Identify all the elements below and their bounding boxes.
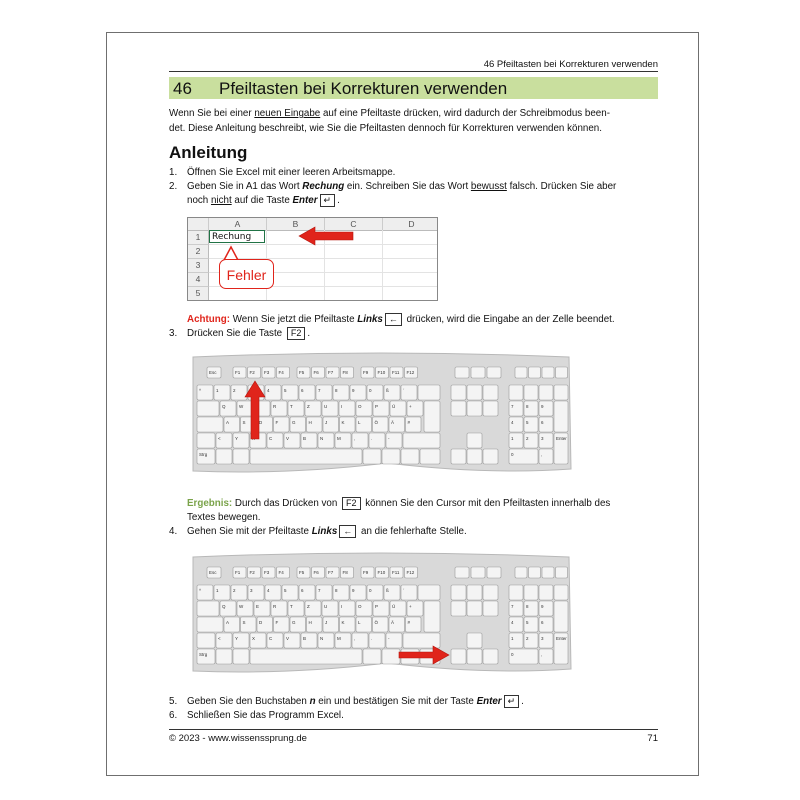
key-label: A: [226, 620, 230, 625]
step-4: [169, 525, 467, 539]
key-label: H: [308, 620, 312, 625]
key-space: [250, 649, 362, 664]
key-arrow-down: [467, 649, 482, 664]
step-number: 4.: [169, 526, 178, 538]
key-label: 1: [511, 436, 514, 441]
key-label: L: [358, 420, 361, 425]
key-sys: [455, 567, 469, 578]
key-label: F3: [264, 570, 270, 575]
key-label: 1: [216, 588, 219, 593]
key-label: Strg: [199, 652, 208, 657]
key-media: [515, 567, 527, 578]
key-media: [556, 367, 568, 378]
key-label: O: [358, 404, 362, 409]
key-altgr: [363, 449, 381, 464]
key-label: ´: [403, 588, 405, 593]
key-label: E: [256, 604, 260, 609]
key-label: F8: [342, 370, 348, 375]
key-label: Esc: [209, 570, 217, 575]
key-label: 4: [511, 420, 514, 425]
key-shift-right: [403, 433, 440, 448]
step-number: 1.: [169, 167, 178, 178]
key-label: -: [388, 436, 390, 441]
step-number: 6.: [169, 710, 178, 721]
letter-n: n: [309, 696, 316, 708]
pointer-arrow-icon: [297, 225, 357, 247]
key-label: S: [242, 420, 246, 425]
row-header-5: 5: [188, 287, 209, 301]
col-header-a: A: [209, 218, 267, 231]
key-label: V: [286, 436, 290, 441]
key-numpad-plus: [554, 601, 568, 632]
key-nav: [451, 601, 466, 616]
word-enter: Enter: [292, 195, 318, 207]
key-label: F9: [363, 570, 369, 575]
key-label: 8: [526, 404, 529, 409]
key-nav: [451, 385, 466, 400]
key-label: Ü: [392, 604, 396, 609]
key-label: Z: [307, 604, 310, 609]
key-label: D: [259, 420, 263, 425]
key-sys: [487, 367, 501, 378]
step-text: Geben Sie den Buchstaben: [187, 696, 310, 708]
key-label: W: [239, 404, 244, 409]
key-label: -: [388, 636, 390, 641]
row-header-3: 3: [188, 259, 209, 273]
key-arrow-right: [483, 449, 498, 464]
step-text: Geben Sie in A1 das Wort: [187, 181, 303, 192]
key-space: [250, 449, 362, 464]
result-label: Ergebnis:: [187, 498, 233, 510]
row-header-1: 1: [188, 231, 209, 245]
key-win: [216, 649, 232, 664]
key-label: Enter: [556, 436, 567, 441]
key-label: F2: [249, 370, 255, 375]
key-arrow-down: [467, 449, 482, 464]
step-2-line2: noch nicht auf die Taste Enter ↵ .: [187, 195, 340, 207]
key-label: Ä: [391, 420, 395, 425]
key-shift-right: [403, 633, 440, 648]
key-numpad-plus: [554, 401, 568, 432]
key-win-right: [382, 449, 400, 464]
key-enter: [424, 401, 440, 432]
key-label: U: [324, 404, 328, 409]
key-label: J: [325, 420, 328, 425]
key-label: G: [292, 420, 296, 425]
key-label: F7: [328, 570, 334, 575]
key-label: R: [273, 604, 277, 609]
key-label: 9: [541, 404, 544, 409]
key-nav: [451, 401, 466, 416]
key-label: F1: [235, 370, 241, 375]
key-label: T: [290, 604, 293, 609]
key-backspace: [418, 385, 440, 400]
key-label: Enter: [556, 636, 567, 641]
corner-cell: [188, 218, 209, 231]
key-label: F3: [264, 370, 270, 375]
key-label: 3: [541, 636, 544, 641]
key-numpad: [524, 385, 538, 400]
key-numpad: [509, 585, 523, 600]
f2-key-icon: F2: [287, 327, 306, 340]
key-label: C: [269, 436, 273, 441]
word-links: Links: [311, 526, 338, 538]
key-nav: [467, 385, 482, 400]
key-label: 7: [511, 404, 514, 409]
key-sys: [487, 567, 501, 578]
intro-text-cont: auf eine Pfeiltaste drücken, wird dadurch der Schreibmodus been-: [320, 108, 610, 119]
error-callout: Fehler: [219, 259, 274, 289]
key-label: F4: [278, 570, 284, 575]
key-label: 0: [369, 588, 372, 593]
step-text-cont: an die fehlerhafte Stelle.: [358, 526, 467, 538]
step-text: ein und bestätigen Sie mit der Taste: [315, 696, 477, 708]
key-label: +: [409, 404, 412, 409]
key-label: 5: [526, 620, 529, 625]
key-label: F8: [342, 570, 348, 575]
cell-a1-value: Rechung: [212, 232, 252, 242]
key-win: [216, 449, 232, 464]
key-label: 2: [526, 636, 529, 641]
footer-rule: [169, 729, 658, 730]
key-label: N: [320, 436, 324, 441]
key-label: F4: [278, 370, 284, 375]
key-label: Z: [307, 404, 310, 409]
key-sys: [471, 367, 485, 378]
key-label: L: [358, 620, 361, 625]
key-label: 9: [352, 388, 355, 393]
row-header-4: 4: [188, 273, 209, 287]
key-label: N: [320, 636, 324, 641]
key-label: K: [341, 420, 345, 425]
result-line2: Textes bewegen.: [187, 512, 261, 523]
result-text: Durch das Drücken von: [232, 498, 341, 510]
word-links: Links: [357, 314, 383, 326]
step-text: Öffnen Sie Excel mit einer leeren Arbeitsmappe.: [187, 167, 396, 178]
key-media: [542, 367, 554, 378]
key-label: B: [303, 636, 307, 641]
key-label: V: [286, 636, 290, 641]
col-header-c: C: [325, 218, 383, 231]
key-label: F: [275, 420, 279, 425]
f2-key-icon: F2: [342, 497, 361, 510]
step-number: 3.: [169, 328, 178, 340]
section-heading: Anleitung: [169, 143, 248, 162]
key-label: +: [409, 604, 412, 609]
key-label: 6: [541, 420, 544, 425]
key-label: F: [275, 620, 279, 625]
key-label: P: [375, 404, 379, 409]
key-label: R: [273, 404, 277, 409]
step-text: ein. Schreiben Sie das Wort: [344, 181, 471, 192]
key-nav: [467, 601, 482, 616]
key-label: 6: [541, 620, 544, 625]
key-label: 0: [511, 452, 514, 457]
enter-key-icon: ↵: [504, 695, 520, 708]
key-tab: [197, 401, 219, 416]
warning-note: [187, 313, 615, 327]
key-label: .: [371, 636, 373, 641]
key-media: [556, 567, 568, 578]
key-numpad: [554, 585, 568, 600]
key-label: C: [269, 636, 273, 641]
key-numpad: [554, 385, 568, 400]
step-text: noch: [187, 195, 211, 207]
key-label: M: [337, 436, 341, 441]
key-sys: [455, 367, 469, 378]
key-arrow-up: [467, 433, 482, 448]
warning-text-cont: drücken, wird die Eingabe an der Zelle beendet.: [403, 314, 615, 326]
key-nav: [467, 585, 482, 600]
key-label: I: [341, 404, 343, 409]
key-label: I: [341, 604, 343, 609]
key-label: F6: [313, 370, 319, 375]
key-label: F11: [392, 370, 400, 375]
key-media: [515, 367, 527, 378]
key-nav: [451, 585, 466, 600]
key-label: 8: [335, 588, 338, 593]
key-caps: [197, 617, 223, 632]
key-arrow-left: [451, 449, 466, 464]
key-label: <: [218, 636, 221, 641]
keyboard-image-arrows: [187, 551, 575, 679]
key-label: 4: [511, 620, 514, 625]
key-label: M: [337, 636, 341, 641]
key-label: <: [218, 436, 221, 441]
chapter-number: 46: [173, 79, 192, 98]
key-label: ,: [354, 636, 356, 641]
key-label: 9: [352, 588, 355, 593]
key-label: 6: [301, 588, 304, 593]
step-number: 2.: [169, 181, 178, 192]
key-arrow-left: [451, 649, 466, 664]
step-5: 5. Geben Sie den Buchstaben n ein und bestätigen Sie mit der Taste Enter ↵ .: [169, 696, 524, 708]
chapter-title: Pfeiltasten bei Korrekturen verwenden: [219, 79, 508, 98]
key-label: 5: [526, 420, 529, 425]
key-caps: [197, 417, 223, 432]
key-label: W: [239, 604, 244, 609]
key-backspace: [418, 585, 440, 600]
key-label: G: [292, 620, 296, 625]
key-label: B: [303, 436, 307, 441]
key-numpad: [539, 385, 553, 400]
key-sys: [471, 567, 485, 578]
step-2: [169, 180, 616, 194]
result-text-cont: können Sie den Cursor mit den Pfeiltasten innerhalb des: [362, 498, 611, 510]
key-label: A: [226, 420, 230, 425]
key-label: #: [407, 620, 411, 625]
step-text: Schließen Sie das Programm Excel.: [187, 710, 344, 721]
col-header-d: D: [383, 218, 438, 231]
key-label: 3: [541, 436, 544, 441]
key-label: O: [358, 604, 362, 609]
key-alt: [233, 449, 249, 464]
gridline: [382, 230, 383, 300]
key-label: ß: [386, 588, 389, 593]
key-label: F2: [249, 570, 255, 575]
key-label: S: [242, 620, 246, 625]
key-label: .: [371, 436, 373, 441]
key-label: F11: [392, 570, 400, 575]
key-label: Esc: [209, 370, 217, 375]
key-label: 0: [369, 388, 372, 393]
key-label: 7: [318, 588, 321, 593]
key-label: 3: [250, 588, 253, 593]
key-label: ^: [199, 588, 202, 593]
key-label: T: [290, 404, 293, 409]
key-label: 7: [511, 604, 514, 609]
key-label: Ö: [374, 420, 379, 425]
intro-underlined: neuen Eingabe: [254, 108, 321, 119]
key-ctrl-right: [420, 449, 440, 464]
key-label: F5: [299, 570, 305, 575]
key-label: 1: [511, 636, 514, 641]
key-label: 2: [526, 436, 529, 441]
key-label: F12: [406, 570, 415, 575]
key-label: #: [407, 420, 411, 425]
key-label: D: [259, 620, 263, 625]
intro-paragraph: [169, 107, 658, 136]
word-nicht: nicht: [210, 195, 232, 207]
page-number: 71: [647, 733, 658, 744]
key-altgr: [363, 649, 381, 664]
key-arrow-right: [483, 649, 498, 664]
step-number: 5.: [169, 696, 178, 708]
keyboard-image-f2: [187, 351, 575, 479]
key-label: ß: [386, 388, 389, 393]
key-label: Q: [222, 604, 226, 609]
intro-text: Wenn Sie bei einer: [169, 108, 255, 119]
key-win-right: [382, 649, 400, 664]
warning-label: Achtung:: [187, 314, 230, 326]
enter-key-icon: ↵: [320, 194, 336, 207]
key-label: P: [375, 604, 379, 609]
key-numpad: [509, 385, 523, 400]
key-label: 2: [233, 588, 236, 593]
warning-text: Wenn Sie jetzt die Pfeiltaste: [230, 314, 358, 326]
word-rechung: Rechung: [302, 181, 345, 192]
intro-line2: det. Diese Anleitung beschreibt, wie Sie die Pfeiltasten dennoch für Korrekturen verwenden können.: [169, 122, 602, 134]
key-label: 8: [526, 604, 529, 609]
key-shift-left: [197, 633, 215, 648]
step-6: [169, 709, 344, 723]
step-text: falsch. Drücken Sie aber: [506, 181, 617, 192]
left-arrow-key-icon: ←: [385, 313, 402, 326]
document-page: [106, 32, 699, 776]
key-label: K: [341, 620, 345, 625]
key-nav: [483, 601, 498, 616]
key-label: Strg: [199, 452, 208, 457]
key-nav: [467, 401, 482, 416]
key-label: ,: [354, 436, 356, 441]
key-media: [542, 567, 554, 578]
key-numpad: [524, 585, 538, 600]
key-label: F5: [299, 370, 305, 375]
col-header-b: B: [267, 218, 325, 231]
key-label: Ü: [392, 404, 396, 409]
key-label: ^: [199, 388, 202, 393]
key-nav: [483, 401, 498, 416]
key-label: F1: [235, 570, 241, 575]
key-label: Ä: [391, 620, 395, 625]
key-label: 9: [541, 604, 544, 609]
key-label: Ö: [374, 620, 379, 625]
running-header: 46 Pfeiltasten bei Korrekturen verwenden: [483, 59, 658, 70]
key-tab: [197, 601, 219, 616]
key-label: Q: [222, 404, 226, 409]
key-label: ,: [541, 652, 543, 657]
row-header-2: 2: [188, 245, 209, 259]
key-label: J: [325, 620, 328, 625]
result-note: [187, 497, 610, 511]
key-label: Y: [235, 636, 239, 641]
key-label: 8: [335, 388, 338, 393]
key-label: F12: [406, 370, 415, 375]
step-text: Drücken Sie die Taste: [187, 328, 283, 340]
key-media: [529, 367, 541, 378]
key-label: H: [308, 420, 312, 425]
key-label: 7: [318, 388, 321, 393]
step-1: [169, 166, 395, 180]
key-label: 5: [284, 388, 287, 393]
step-text: auf die Taste: [231, 195, 293, 207]
footer-copyright: © 2023 - www.wissenssprung.de: [169, 733, 307, 744]
key-menu: [401, 449, 419, 464]
key-label: Y: [235, 436, 239, 441]
key-label: 4: [267, 588, 270, 593]
key-label: 1: [216, 388, 219, 393]
key-label: F7: [328, 370, 334, 375]
key-label: ´: [403, 388, 405, 393]
key-numpad: [539, 585, 553, 600]
key-label: X: [252, 636, 256, 641]
word-bewusst: bewusst: [470, 181, 507, 192]
key-media: [529, 567, 541, 578]
key-label: ,: [541, 452, 543, 457]
step-text: Gehen Sie mit der Pfeiltaste: [187, 526, 312, 538]
key-enter: [424, 601, 440, 632]
key-label: 2: [233, 388, 236, 393]
key-label: F6: [313, 570, 319, 575]
key-label: U: [324, 604, 328, 609]
key-label: F9: [363, 370, 369, 375]
key-alt: [233, 649, 249, 664]
key-label: 5: [284, 588, 287, 593]
key-arrow-up: [467, 633, 482, 648]
key-label: F10: [377, 570, 386, 575]
header-rule: [169, 71, 658, 72]
step-3: 3. Drücken Sie die Taste F2 .: [169, 328, 311, 340]
key-label: 4: [267, 388, 270, 393]
key-nav: [483, 385, 498, 400]
key-shift-left: [197, 433, 215, 448]
key-label: 0: [511, 652, 514, 657]
key-label: 6: [301, 388, 304, 393]
key-label: F10: [377, 370, 386, 375]
key-nav: [483, 585, 498, 600]
left-arrow-key-icon: ←: [339, 525, 356, 538]
word-enter: Enter: [476, 696, 502, 708]
